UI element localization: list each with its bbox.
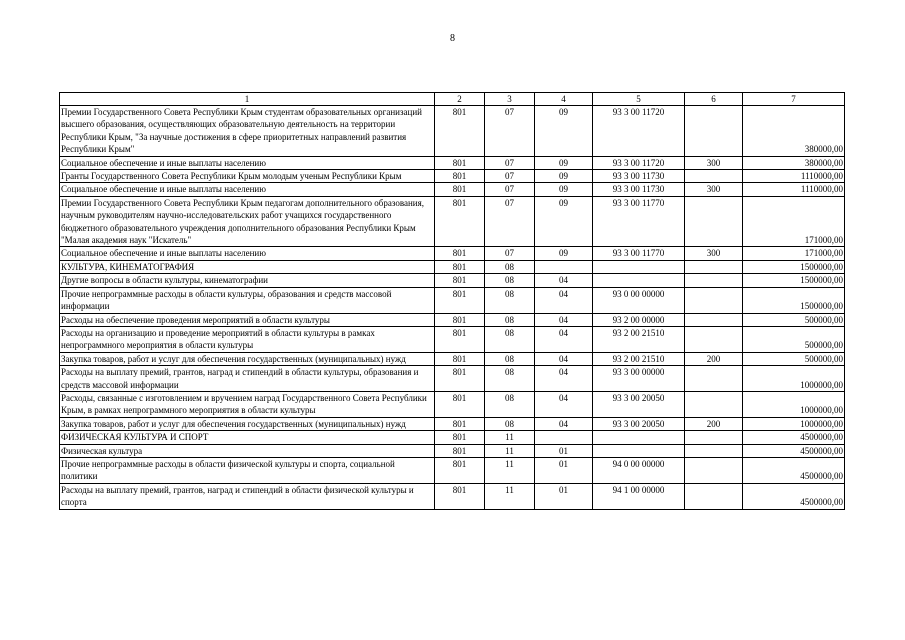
row-subsection: 04 (535, 352, 593, 365)
row-expense-type: 300 (685, 247, 743, 260)
row-expense-type (685, 287, 743, 313)
table-row (60, 260, 845, 273)
row-expense-type: 200 (685, 352, 743, 365)
row-name: Премии Государственного Совета Республики Крым студентам образовательных организаций высшего образования, осуществляющих образовательную деятельность на территории Республики Крым, "За научные достижения в сфере приоритетных направлений развития Республики Крым" (60, 106, 435, 157)
row-name: КУЛЬТУРА, КИНЕМАТОГРАФИЯ (60, 260, 435, 273)
row-code: 801 (435, 196, 485, 247)
row-section: 07 (485, 156, 535, 169)
row-code: 801 (435, 106, 485, 157)
column-header: 6 (685, 93, 743, 106)
row-name: Социальное обеспечение и иные выплаты населению (60, 183, 435, 196)
row-amount: 1500000,00 (743, 287, 845, 313)
row-name: Премии Государственного Совета Республики Крым педагогам дополнительного образования, научным руководителям научно-исследовательских работ учащихся государственного бюджетного образовательного учреждения дополнительного образования Республики Крым "Малая академия наук "Искатель" (60, 196, 435, 247)
row-expense-type (685, 431, 743, 444)
row-amount: 4500000,00 (743, 431, 845, 444)
row-section: 08 (485, 352, 535, 365)
row-subsection: 09 (535, 106, 593, 157)
row-subsection: 04 (535, 391, 593, 417)
column-header: 2 (435, 93, 485, 106)
row-target-code: 93 0 00 00000 (593, 287, 685, 313)
row-section: 08 (485, 326, 535, 352)
row-name: ФИЗИЧЕСКАЯ КУЛЬТУРА И СПОРТ (60, 431, 435, 444)
row-amount: 500000,00 (743, 352, 845, 365)
row-code: 801 (435, 183, 485, 196)
table-row (60, 391, 845, 417)
row-target-code: 93 3 00 20050 (593, 417, 685, 430)
row-section: 07 (485, 247, 535, 260)
row-target-code: 93 2 00 21510 (593, 352, 685, 365)
row-code: 801 (435, 431, 485, 444)
row-expense-type (685, 391, 743, 417)
row-section: 08 (485, 313, 535, 326)
table-row (60, 183, 845, 196)
row-expense-type (685, 457, 743, 483)
row-name: Расходы на организацию и проведение мероприятий в области культуры в рамках непрограммного мероприятия в области культуры (60, 326, 435, 352)
row-subsection: 04 (535, 326, 593, 352)
row-subsection: 09 (535, 170, 593, 183)
row-section: 11 (485, 431, 535, 444)
row-subsection: 01 (535, 457, 593, 483)
row-target-code: 93 2 00 00000 (593, 313, 685, 326)
row-section: 11 (485, 444, 535, 457)
table-row (60, 106, 845, 157)
row-expense-type: 300 (685, 183, 743, 196)
row-target-code: 93 3 00 11770 (593, 247, 685, 260)
row-amount: 1110000,00 (743, 170, 845, 183)
row-amount: 1000000,00 (743, 391, 845, 417)
row-subsection (535, 431, 593, 444)
row-code: 801 (435, 287, 485, 313)
row-section: 07 (485, 170, 535, 183)
row-target-code (593, 260, 685, 273)
row-amount: 171000,00 (743, 247, 845, 260)
row-section: 08 (485, 274, 535, 287)
row-code: 801 (435, 313, 485, 326)
row-code: 801 (435, 457, 485, 483)
row-name: Гранты Государственного Совета Республики Крым молодым ученым Республики Крым (60, 170, 435, 183)
row-name: Социальное обеспечение и иные выплаты населению (60, 156, 435, 169)
budget-table (59, 92, 845, 510)
table-row (60, 313, 845, 326)
row-subsection: 09 (535, 183, 593, 196)
row-name: Физическая культура (60, 444, 435, 457)
row-target-code (593, 444, 685, 457)
row-subsection: 01 (535, 444, 593, 457)
table-row (60, 483, 845, 509)
row-expense-type (685, 196, 743, 247)
row-subsection (535, 260, 593, 273)
row-subsection: 04 (535, 366, 593, 392)
column-header: 5 (593, 93, 685, 106)
row-amount: 171000,00 (743, 196, 845, 247)
row-code: 801 (435, 483, 485, 509)
row-code: 801 (435, 170, 485, 183)
row-target-code: 94 0 00 00000 (593, 457, 685, 483)
row-amount: 4500000,00 (743, 483, 845, 509)
row-name: Расходы на выплату премий, грантов, наград и стипендий в области физической культуры и спорта (60, 483, 435, 509)
row-expense-type (685, 326, 743, 352)
row-target-code: 94 1 00 00000 (593, 483, 685, 509)
row-expense-type (685, 313, 743, 326)
row-section: 08 (485, 391, 535, 417)
row-section: 07 (485, 183, 535, 196)
row-code: 801 (435, 352, 485, 365)
row-section: 11 (485, 483, 535, 509)
table-row (60, 444, 845, 457)
row-amount: 500000,00 (743, 313, 845, 326)
row-expense-type (685, 170, 743, 183)
row-target-code: 93 3 00 20050 (593, 391, 685, 417)
row-amount: 1000000,00 (743, 366, 845, 392)
row-section: 08 (485, 417, 535, 430)
row-code: 801 (435, 260, 485, 273)
row-subsection: 09 (535, 247, 593, 260)
row-code: 801 (435, 444, 485, 457)
table-row (60, 247, 845, 260)
row-name: Прочие непрограммные расходы в области физической культуры и спорта, социальной политики (60, 457, 435, 483)
row-section: 07 (485, 196, 535, 247)
row-name: Прочие непрограммные расходы в области культуры, образования и средств массовой информации (60, 287, 435, 313)
row-subsection: 09 (535, 196, 593, 247)
page-number: 8 (450, 33, 455, 44)
row-name: Закупка товаров, работ и услуг для обеспечения государственных (муниципальных) нужд (60, 417, 435, 430)
row-name: Расходы на обеспечение проведения мероприятий в области культуры (60, 313, 435, 326)
row-amount: 500000,00 (743, 326, 845, 352)
row-expense-type (685, 260, 743, 273)
table-row (60, 352, 845, 365)
row-amount: 1500000,00 (743, 260, 845, 273)
row-expense-type: 300 (685, 156, 743, 169)
row-expense-type (685, 483, 743, 509)
row-section: 11 (485, 457, 535, 483)
table-row (60, 196, 845, 247)
table-row (60, 326, 845, 352)
table-row (60, 417, 845, 430)
row-target-code: 93 3 00 11720 (593, 106, 685, 157)
row-name: Другие вопросы в области культуры, кинематографии (60, 274, 435, 287)
row-target-code (593, 431, 685, 444)
row-expense-type (685, 274, 743, 287)
row-amount: 1110000,00 (743, 183, 845, 196)
row-section: 08 (485, 366, 535, 392)
row-code: 801 (435, 247, 485, 260)
column-header: 7 (743, 93, 845, 106)
row-subsection: 04 (535, 274, 593, 287)
row-amount: 1500000,00 (743, 274, 845, 287)
row-section: 07 (485, 106, 535, 157)
row-target-code: 93 3 00 00000 (593, 366, 685, 392)
row-expense-type (685, 444, 743, 457)
row-amount: 4500000,00 (743, 457, 845, 483)
row-amount: 380000,00 (743, 156, 845, 169)
row-section: 08 (485, 287, 535, 313)
row-amount: 1000000,00 (743, 417, 845, 430)
row-subsection: 01 (535, 483, 593, 509)
table-row (60, 287, 845, 313)
row-expense-type: 200 (685, 417, 743, 430)
table-row (60, 156, 845, 169)
row-code: 801 (435, 391, 485, 417)
row-subsection: 04 (535, 287, 593, 313)
row-subsection: 09 (535, 156, 593, 169)
row-amount: 4500000,00 (743, 444, 845, 457)
row-code: 801 (435, 417, 485, 430)
row-target-code (593, 274, 685, 287)
table-row (60, 274, 845, 287)
column-header: 3 (485, 93, 535, 106)
row-name: Закупка товаров, работ и услуг для обеспечения государственных (муниципальных) нужд (60, 352, 435, 365)
row-section: 08 (485, 260, 535, 273)
table-header-row (60, 93, 845, 106)
row-code: 801 (435, 274, 485, 287)
row-target-code: 93 3 00 11730 (593, 183, 685, 196)
row-amount: 380000,00 (743, 106, 845, 157)
row-code: 801 (435, 366, 485, 392)
row-code: 801 (435, 326, 485, 352)
row-target-code: 93 3 00 11730 (593, 170, 685, 183)
row-target-code: 93 3 00 11720 (593, 156, 685, 169)
row-target-code: 93 2 00 21510 (593, 326, 685, 352)
column-header: 4 (535, 93, 593, 106)
row-expense-type (685, 366, 743, 392)
table-row (60, 366, 845, 392)
table-row (60, 457, 845, 483)
row-name: Расходы, связанные с изготовлением и вручением наград Государственного Совета Республики Крым, в рамках непрограммного мероприятия в области культуры (60, 391, 435, 417)
row-name: Расходы на выплату премий, грантов, наград и стипендий в области культуры, образования и средств массовой информации (60, 366, 435, 392)
row-code: 801 (435, 156, 485, 169)
column-header: 1 (60, 93, 435, 106)
row-target-code: 93 3 00 11770 (593, 196, 685, 247)
row-expense-type (685, 106, 743, 157)
table-row (60, 170, 845, 183)
table-row (60, 431, 845, 444)
row-subsection: 04 (535, 313, 593, 326)
row-subsection: 04 (535, 417, 593, 430)
row-name: Социальное обеспечение и иные выплаты населению (60, 247, 435, 260)
